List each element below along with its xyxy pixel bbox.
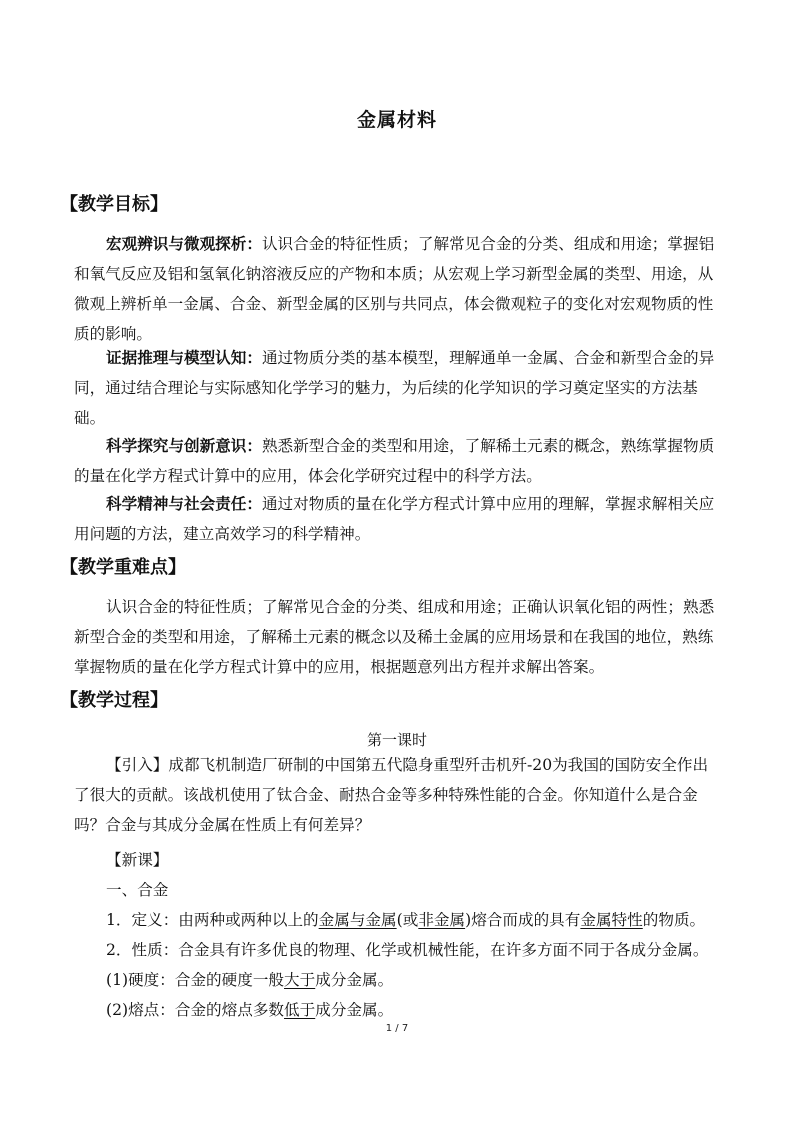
goal-text: 认识合金的特征性质；了解常见合金的分类、组成和用途；掌握铝和氧气反应及铝和氢氧化钠溶液反应的产物和本质；从宏观上学习新型金属的类型、用途，从微观上辨析单一金属、合金、新型金属的区别与共同点，体会微观粒子的变化对宏观物质的性质的影响。: [74, 235, 715, 343]
alloy-definition: [106, 905, 746, 935]
section-heading-process: 【教学过程】: [60, 690, 168, 711]
alloy-properties: 2．性质：合金具有许多优良的物理、化学或机械性能，在许多方面不同于各成分金属。: [106, 941, 709, 959]
lesson-subtitle: 第一课时: [366, 731, 427, 749]
goal-paragraph-4: [74, 489, 722, 549]
alloy-hardness: [106, 965, 754, 995]
alloy-heading: 一、合金: [106, 881, 169, 899]
goal-paragraph-1: [74, 229, 722, 349]
goal-text: 通过对物质的量在化学方程式计算中应用的理解，掌握求解相关应用问题的方法，建立高效学习的科学精神。: [74, 495, 715, 543]
hardness-text: (1)硬度：合金的硬度一般: [106, 971, 285, 989]
goal-lead: 科学精神与社会责任：: [106, 495, 262, 513]
alloy-melting-point: [106, 995, 754, 1025]
definition-underline: 非金属: [418, 911, 466, 929]
goal-lead: 宏观辨识与微观探析：: [106, 235, 262, 253]
goal-text: 通过物质分类的基本模型，理解通单一金属、合金和新型合金的异同，通过结合理论与实际感知化学学习的魅力，为后续的化学知识的学习奠定坚实的方法基础。: [74, 349, 715, 427]
goal-text: 熟悉新型合金的类型和用途，了解稀土元素的概念，熟练掌握物质的量在化学方程式计算中的应用，体会化学研究过程中的科学方法。: [74, 437, 715, 485]
goal-paragraph-2: [74, 343, 722, 433]
definition-text: )熔合而成的具有: [465, 911, 581, 929]
melting-underline: 低于: [284, 1001, 316, 1019]
definition-underline: 金属特性: [580, 911, 643, 929]
melting-text: (2)熔点：合金的熔点多数: [106, 1001, 285, 1019]
page-title: 金属材料: [356, 109, 437, 131]
definition-text: 1．定义：由两种或两种以上的: [106, 911, 319, 929]
goal-lead: 科学探究与创新意识：: [106, 437, 262, 455]
section-heading-keypoints: 【教学重难点】: [60, 557, 186, 578]
new-lesson-label: 【新课】: [106, 851, 169, 869]
goal-lead: 证据推理与模型认知：: [106, 349, 262, 367]
section-heading-goals: 【教学目标】: [60, 194, 168, 215]
intro-paragraph: 【引入】成都飞机制造厂研制的中国第五代隐身重型歼击机歼-20为我国的国防安全作出了很大的贡献。该战机使用了钛合金、耐热合金等多种特殊性能的合金。你知道什么是合金吗？合金与其成分金属在性质上有何差异？: [74, 756, 709, 834]
page-number: 1 / 7: [385, 1023, 409, 1034]
hardness-underline: 大于: [284, 971, 316, 989]
goal-paragraph-3: [74, 431, 722, 491]
definition-underline: 金属与金属: [318, 911, 397, 929]
definition-text: (或: [396, 911, 419, 929]
keypoints-paragraph: 认识合金的特征性质；了解常见合金的分类、组成和用途；正确认识氧化铝的两性；熟悉新型合金的类型和用途，了解稀土元素的概念以及稀土金属的应用场景和在我国的地位，熟练掌握物质的量在化学方程式计算中的应用，根据题意列出方程并求解出答案。: [74, 598, 715, 676]
melting-text: 成分金属。: [315, 1001, 394, 1019]
definition-text: 的物质。: [642, 911, 706, 929]
hardness-text: 成分金属。: [315, 971, 394, 989]
